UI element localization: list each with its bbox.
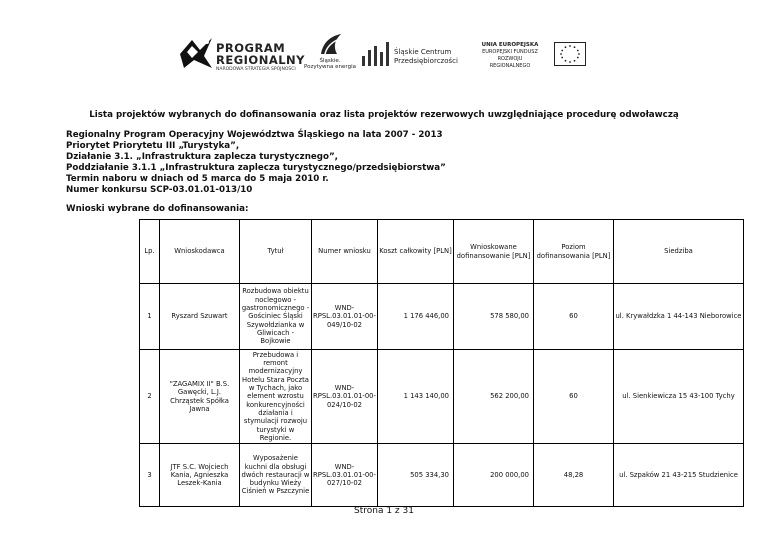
cell-number: 1 (140, 284, 160, 350)
priority-line: Priorytet Priorytetu III „Turystyka”, (66, 141, 240, 151)
section-heading: Wnioski wybrane do dofinansowania: (66, 204, 249, 214)
centrum-logo-line1: Śląskie Centrum (394, 48, 452, 56)
cell-seat: ul. Krywałdzka 1 44-143 Nieborowice (614, 284, 744, 350)
cell-title: Rozbudowa obiektu noclegowo - gastronomicznego - Gościniec Śląski Szywołdzianka w Gliwicach - Bojkowie (240, 284, 312, 350)
measure-line: Działanie 3.1. „Infrastruktura zaplecza turystycznego”, (66, 152, 338, 162)
cell-seat: ul. Sienkiewicza 15 43-100 Tychy (614, 350, 744, 444)
column-header-seat: Siedziba (614, 220, 744, 284)
centrum-logo-icon (360, 42, 390, 66)
eu-flag-icon (554, 42, 586, 66)
column-header-number: Lp. (140, 220, 160, 284)
column-header-application-number: Numer wniosku (312, 220, 378, 284)
cell-application-number: WND-RPSL.03.01.01-00-049/10-02 (312, 284, 378, 350)
centrum-logo-text (394, 48, 458, 66)
logo-bar (0, 0, 768, 90)
programme-logo-icon (178, 36, 214, 70)
deadline-line: Termin naboru w dniach od 5 marca do 5 maja 2010 r. (66, 174, 329, 184)
cell-application-number: WND-RPSL.03.01.01-00-024/10-02 (312, 350, 378, 444)
eu-logo-text (478, 42, 542, 70)
table-row (140, 284, 744, 350)
programme-logo-line2: REGIONALNY (216, 53, 306, 67)
competition-details (66, 130, 726, 196)
programme-logo-line3: NARODOWA STRATEGIA SPÓJNOŚCI (216, 67, 296, 72)
column-header-funding-level: Poziom dofinansowania [PLN] (534, 220, 614, 284)
cell-number: 3 (140, 444, 160, 507)
column-header-total-cost: Koszt całkowity [PLN] (378, 220, 454, 284)
table-header-row (140, 220, 744, 284)
document-heading: Lista projektów wybranych do dofinansowania oraz lista projektów rezerwowych uwzględniające procedurę odwoławczą (89, 110, 679, 120)
submeasure-line: Poddziałanie 3.1.1 „Infrastruktura zaplecza turystycznego/przedsiębiorstwa” (66, 163, 446, 173)
eu-logo-line1-text: UNIA EUROPEJSKA (481, 42, 539, 48)
cell-applicant: JTF S.C. Wojciech Kania, Agnieszka Leszek-Kania (160, 444, 240, 507)
eu-logo (478, 42, 588, 74)
cell-funding-level: 60 (534, 284, 614, 350)
cell-applicant: Ryszard Szuwart (160, 284, 240, 350)
eu-logo-line1 (478, 42, 542, 49)
silesia-logo-line1: Śląskie. (319, 58, 341, 64)
centrum-logo (360, 40, 460, 70)
cell-seat: ul. Szpaków 21 43-215 Studzienice (614, 444, 744, 507)
cell-application-number: WND-RPSL.03.01.01-00-027/10-02 (312, 444, 378, 507)
cell-requested-funding: 578 580,00 (454, 284, 534, 350)
cell-applicant: "ZAGAMIX II" B.S. Gawęcki, L.J. Chrząstek Spółka Jawna (160, 350, 240, 444)
silesia-logo (300, 30, 360, 76)
page-number: Strona 1 z 31 (354, 506, 414, 516)
cell-total-cost: 1 176 446,00 (378, 284, 454, 350)
column-header-applicant: Wnioskodawca (160, 220, 240, 284)
projects-table (139, 219, 744, 507)
column-header-title: Tytuł (240, 220, 312, 284)
silesia-logo-line2: Pozytywna energia (304, 64, 356, 70)
programme-logo (178, 32, 306, 76)
eu-logo-line3: ROZWOJU REGIONALNEGO (489, 56, 531, 69)
cell-funding-level: 60 (534, 350, 614, 444)
cell-total-cost: 1 143 140,00 (378, 350, 454, 444)
eu-logo-line2: EUROPEJSKI FUNDUSZ (482, 49, 538, 55)
cell-requested-funding: 562 200,00 (454, 350, 534, 444)
table-row (140, 350, 744, 444)
table-row (140, 444, 744, 507)
programme-line: Regionalny Program Operacyjny Województwa Śląskiego na lata 2007 - 2013 (66, 130, 443, 140)
column-header-requested-funding: Wnioskowane dofinansowanie [PLN] (454, 220, 534, 284)
cell-funding-level: 48,28 (534, 444, 614, 507)
cell-total-cost: 505 334,30 (378, 444, 454, 507)
cell-title: Przebudowa i remont modernizacyjny Hotelu Stara Poczta w Tychach, jako element wzrostu konkurencyjności działania i stymulacji rozwoju turystyki w Regionie. (240, 350, 312, 444)
centrum-logo-line2: Przedsiębiorczości (394, 57, 458, 65)
cell-requested-funding: 200 000,00 (454, 444, 534, 507)
cell-number: 2 (140, 350, 160, 444)
silesia-logo-icon (315, 30, 345, 58)
competition-number-line: Numer konkursu SCP-03.01.01-013/10 (66, 185, 253, 195)
cell-title: Wyposażenie kuchni dla obsługi dwóch restauracji w budynku Wieży Ciśnień w Pszczynie (240, 444, 312, 507)
programme-logo-line1: PROGRAM (216, 41, 286, 55)
